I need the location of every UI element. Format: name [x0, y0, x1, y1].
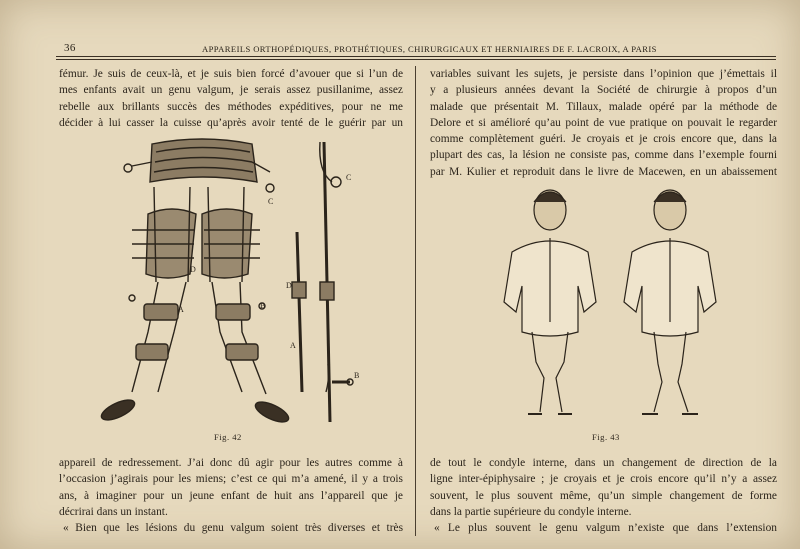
text-line: y a plusieurs années devant la Société de chirurgie à propos d’un	[430, 84, 777, 97]
running-title: APPAREILS ORTHOPÉDIQUES, PROTHÉTIQUES, CHIRURGICAUX ET HERNIAIRES DE F. LACROIX, A PARIS	[202, 44, 657, 54]
fig42-label-b2: B	[354, 371, 360, 380]
text-line: l’occasion j’agirais pour les miens; c’est ce qui m’a amené, il y a trois	[59, 473, 403, 486]
column-divider	[415, 66, 416, 536]
left-column-bottom-text	[59, 455, 403, 536]
text-line: comme complètement guéri. Je croyais et je crois encore que, dans la	[430, 133, 777, 146]
figure-42-brace-illustration	[92, 132, 382, 432]
right-column-top-text	[430, 66, 777, 180]
left-column-top-text	[59, 66, 403, 131]
text-line: par M. Kulier et reproduit dans le livre de Macewen, en un abaissement	[430, 165, 777, 178]
text-line: décrirai dans un instant.	[59, 505, 168, 518]
text-line: dans la partie supérieure du condyle interne.	[430, 505, 632, 518]
text-line: ligne inter-épiphysaire ; je croyais et je crois encore qu’il n’y a assez	[430, 473, 777, 486]
text-line: « Le plus souvent le genu valgum n’existe que dans l’extension	[434, 522, 777, 535]
text-line: souvent, le plus souvent même, qu’un simple changement de forme	[430, 489, 777, 502]
right-column-bottom-text	[430, 455, 777, 536]
text-line: Delore et si amélioré qu’au point de vue pratique on pouvait le regarder	[430, 116, 777, 129]
text-line: variables suivant les sujets, je persiste dans l’opinion que j’émettais il	[430, 68, 777, 80]
figure-43-caption: Fig. 43	[592, 432, 620, 442]
figure-43-children-illustration	[492, 182, 742, 430]
header-rule	[56, 56, 776, 57]
fig42-label-d: D	[190, 265, 196, 274]
text-line: mes enfants avait un genu valgum, je serais assez pusillanime, assez	[59, 84, 403, 97]
text-line: fémur. Je suis de ceux-là, et je suis bien forcé d’avouer que si l’un de	[59, 68, 403, 80]
fig42-label-a2: A	[290, 341, 296, 350]
text-line: « Bien que les lésions du genu valgum soient très diverses et très	[63, 522, 403, 535]
fig42-label-c: C	[268, 197, 274, 206]
text-line: rebelle aux brillants succès des méthodes expéditives, pour ne me	[59, 100, 403, 113]
text-line: appareil de redressement. J’ai donc dû agir pour les autres comme à	[59, 457, 403, 469]
fig42-label-c2: C	[346, 173, 352, 182]
text-line: malade que présentait M. Tillaux, malade opéré par la méthode de	[430, 100, 777, 113]
text-line: ans, à imaginer pour un jeune enfant de huit ans l’appareil que je	[59, 489, 403, 502]
fig42-label-a: A	[178, 305, 184, 314]
text-line: plupart des cas, la lésion ne consiste pas, comme dans l’exemple fourni	[430, 149, 777, 162]
text-line: décider à lui casser la cuisse qu’après avoir tenté de le guérir par un	[59, 116, 403, 129]
header-rule-double	[56, 59, 776, 60]
fig42-label-d2: D	[286, 281, 292, 290]
fig42-label-b: B	[260, 301, 266, 310]
page-header	[56, 42, 776, 56]
figure-42-caption: Fig. 42	[214, 432, 242, 442]
text-line: de tout le condyle interne, dans un changement de direction de la	[430, 457, 777, 469]
page-number: 36	[64, 42, 76, 54]
